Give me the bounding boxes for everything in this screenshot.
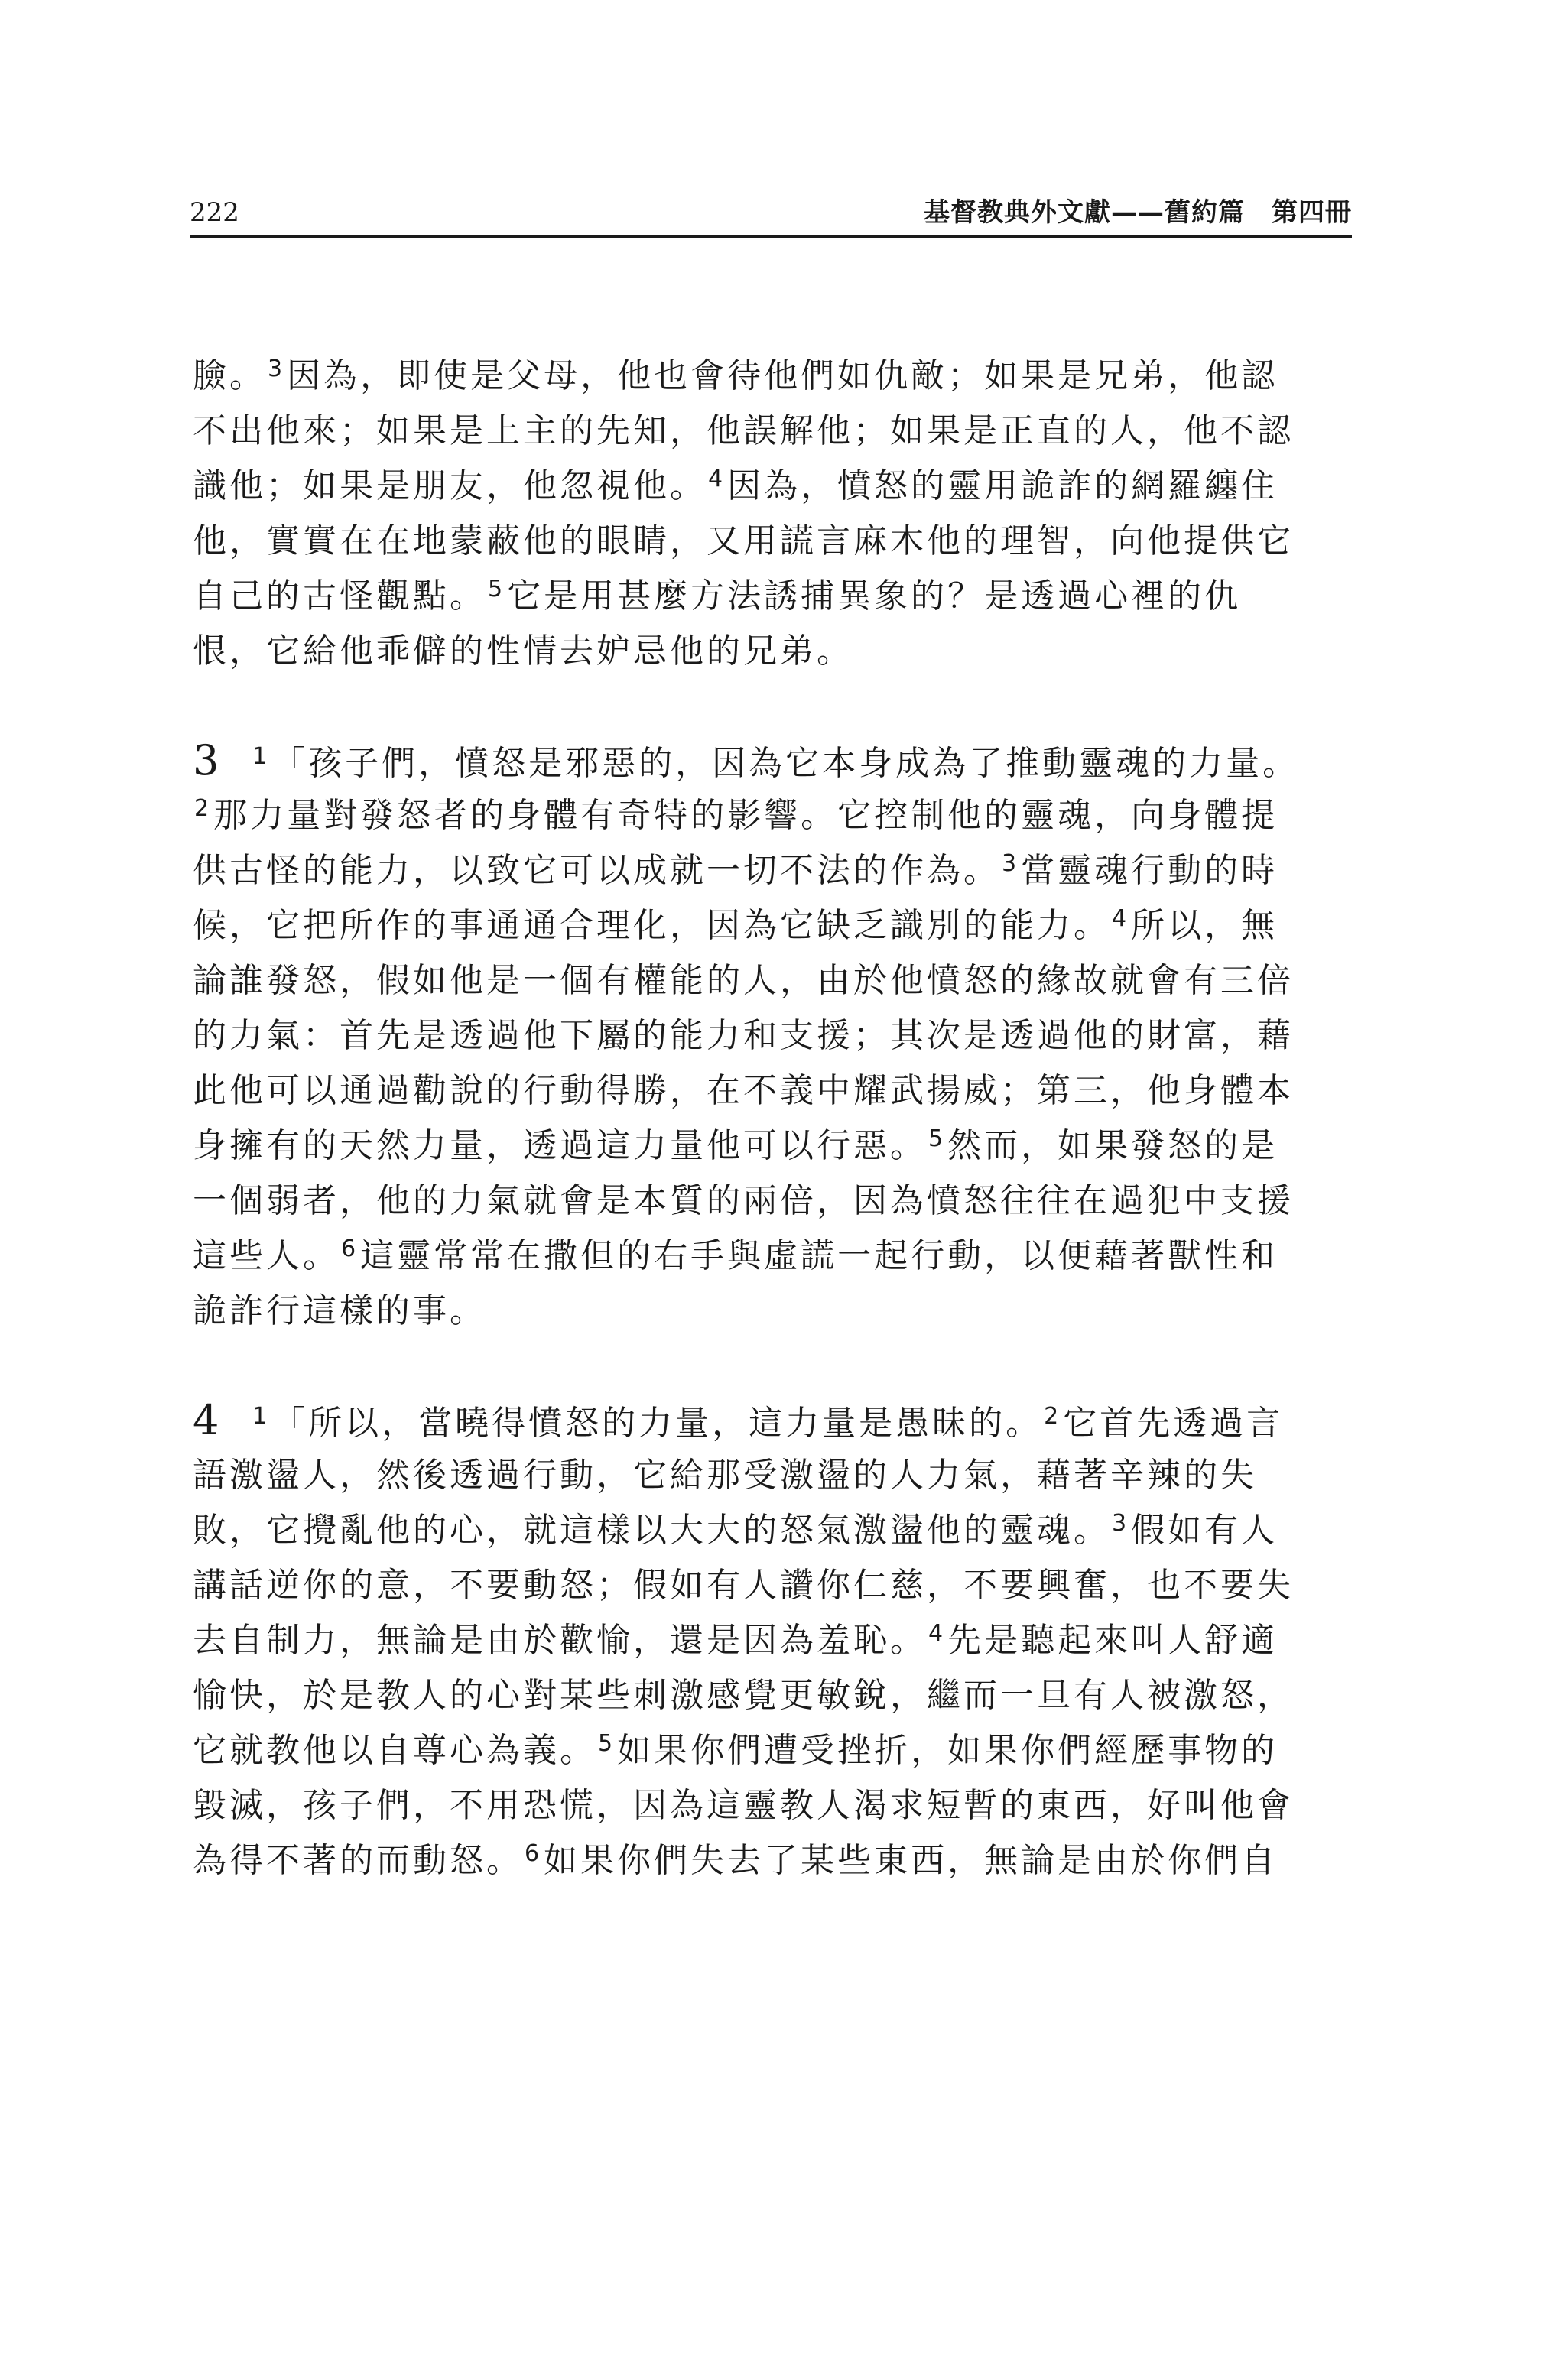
verse-text: 它是用甚麼方法誘捕異象的？是透過心裡的仇 <box>507 576 1242 615</box>
verse-text: 自己的古怪觀點。 <box>193 576 486 615</box>
paragraph <box>193 349 1355 679</box>
text-line <box>193 733 1355 788</box>
chapter-3-paragraph <box>193 733 1355 1339</box>
text-line <box>193 1229 1355 1284</box>
text-line <box>193 569 1355 624</box>
verse-number: 3 <box>268 356 283 382</box>
text-line <box>193 459 1355 514</box>
verse-text: 身擁有的天然力量，透過這力量他可以行惡。 <box>193 1126 927 1165</box>
page-header <box>190 193 1352 232</box>
verse-text: 當靈魂行動的時 <box>1021 851 1278 890</box>
text-line <box>193 1008 1355 1063</box>
verse-text: 愉快，於是教人的心對某些刺激感覺更敏銳，繼而一旦有人被激怒， <box>193 1676 1294 1715</box>
verse-text: 他，實實在在地蒙蔽他的眼睛，又用謊言麻木他的理智，向他提供它 <box>193 521 1294 560</box>
text-line <box>193 1393 1355 1448</box>
verse-text: 因為，憤怒的靈用詭詐的網羅纏住 <box>727 466 1278 505</box>
verse-text: 恨，它給他乖僻的性情去妒忌他的兄弟。 <box>193 632 853 670</box>
verse-number: 6 <box>525 1840 540 1867</box>
verse-number: 3 <box>1112 1510 1127 1537</box>
verse-text: 論誰發怒，假如他是一個有權能的人，由於他憤怒的緣故就會有三倍 <box>193 961 1294 1000</box>
verse-number: 4 <box>1112 905 1127 932</box>
verse-text: 的力氣：首先是透過他下屬的能力和支援；其次是透過他的財富，藉 <box>193 1016 1294 1055</box>
verse-text: 這靈常常在撒但的右手與虛謊一起行動，以便藉著獸性和 <box>360 1236 1278 1275</box>
verse-text: 「所以，當曉得憤怒的力量，這力量是愚昧的。 <box>271 1404 1043 1443</box>
header-rule <box>190 235 1352 238</box>
verse-number: 4 <box>708 466 723 492</box>
verse-text: 語激盪人，然後透過行動，它給那受激盪的人力氣，藉著辛辣的失 <box>193 1456 1257 1495</box>
verse-text: 詭詐行這樣的事。 <box>193 1291 486 1330</box>
verse-text: 臉。 <box>193 356 266 395</box>
verse-text: 先是聽起來叫人舒適 <box>947 1621 1278 1660</box>
verse-text: 不出他來；如果是上主的先知，他誤解他；如果是正直的人，他不認 <box>193 411 1294 450</box>
text-line <box>193 404 1355 459</box>
verse-number: 3 <box>1002 850 1017 877</box>
chapter-4-paragraph <box>193 1393 1355 1888</box>
text-line <box>193 514 1355 569</box>
text-line <box>193 953 1355 1008</box>
text-line <box>193 624 1355 679</box>
verse-number: 4 <box>928 1620 944 1647</box>
verse-number: 2 <box>194 795 210 822</box>
verse-text: 供古怪的能力，以致它可以成就一切不法的作為。 <box>193 851 1000 890</box>
verse-text: 它就教他以自尊心為義。 <box>193 1731 596 1770</box>
text-line <box>193 1174 1355 1229</box>
chapter-number: 3 <box>193 736 219 784</box>
verse-number: 5 <box>488 576 503 602</box>
verse-text: 講話逆你的意，不要動怒；假如有人讚你仁慈，不要興奮，也不要失 <box>193 1566 1294 1605</box>
page-number: 222 <box>190 197 239 228</box>
verse-number: 2 <box>1044 1403 1059 1430</box>
verse-number: 5 <box>928 1125 944 1152</box>
verse-text: 因為，即使是父母，他也會待他們如仇敵；如果是兄弟，他認 <box>287 356 1278 395</box>
verse-text: 一個弱者，他的力氣就會是本質的兩倍，因為憤怒往往在過犯中支援 <box>193 1181 1294 1220</box>
verse-text: 這些人。 <box>193 1236 340 1275</box>
text-line <box>193 1723 1355 1778</box>
verse-text: 它首先透過言 <box>1063 1404 1284 1443</box>
verse-text: 敗，它攪亂他的心，就這樣以大大的怒氣激盪他的靈魂。 <box>193 1511 1110 1550</box>
text-line <box>193 1558 1355 1613</box>
verse-text: 假如有人 <box>1131 1511 1278 1550</box>
text-line <box>193 1284 1355 1339</box>
verse-text: 去自制力，無論是由於歡愉，還是因為羞恥。 <box>193 1621 927 1660</box>
verse-number: 5 <box>598 1730 613 1757</box>
verse-text: 所以，無 <box>1131 906 1278 945</box>
running-title: 基督教典外文獻——舊約篇 第四冊 <box>924 197 1352 228</box>
verse-text: 毀滅，孩子們，不用恐慌，因為這靈教人渴求短暫的東西，好叫他會 <box>193 1786 1294 1825</box>
text-line <box>193 1503 1355 1558</box>
verse-text: 識他；如果是朋友，他忽視他。 <box>193 466 707 505</box>
text-line <box>193 1778 1355 1833</box>
text-line <box>193 898 1355 953</box>
text-line <box>193 1448 1355 1503</box>
verse-number: 1 <box>252 1403 268 1430</box>
verse-text: 候，它把所作的事通通合理化，因為它缺乏識別的能力。 <box>193 906 1110 945</box>
body-text <box>193 349 1355 1888</box>
verse-text: 那力量對發怒者的身體有奇特的影響。它控制他的靈魂，向身體提 <box>213 796 1278 835</box>
verse-text: 為得不著的而動怒。 <box>193 1841 523 1880</box>
text-line <box>193 1613 1355 1668</box>
text-line <box>193 1119 1355 1174</box>
verse-text: 「孩子們，憤怒是邪惡的，因為它本身成為了推動靈魂的力量。 <box>271 744 1300 783</box>
text-line <box>193 843 1355 898</box>
chapter-number: 4 <box>193 1396 219 1444</box>
verse-text: 如果你們遭受挫折，如果你們經歷事物的 <box>617 1731 1278 1770</box>
verse-text: 此他可以通過勸說的行動得勝，在不義中耀武揚威；第三，他身體本 <box>193 1071 1294 1110</box>
text-line <box>193 1063 1355 1119</box>
verse-text: 如果你們失去了某些東西，無論是由於你們自 <box>544 1841 1278 1880</box>
text-line <box>193 1668 1355 1723</box>
verse-number: 6 <box>341 1235 356 1262</box>
text-line <box>193 788 1355 843</box>
text-line <box>193 1833 1355 1888</box>
verse-text: 然而，如果發怒的是 <box>947 1126 1278 1165</box>
verse-number: 1 <box>252 743 268 770</box>
text-line <box>193 349 1355 404</box>
